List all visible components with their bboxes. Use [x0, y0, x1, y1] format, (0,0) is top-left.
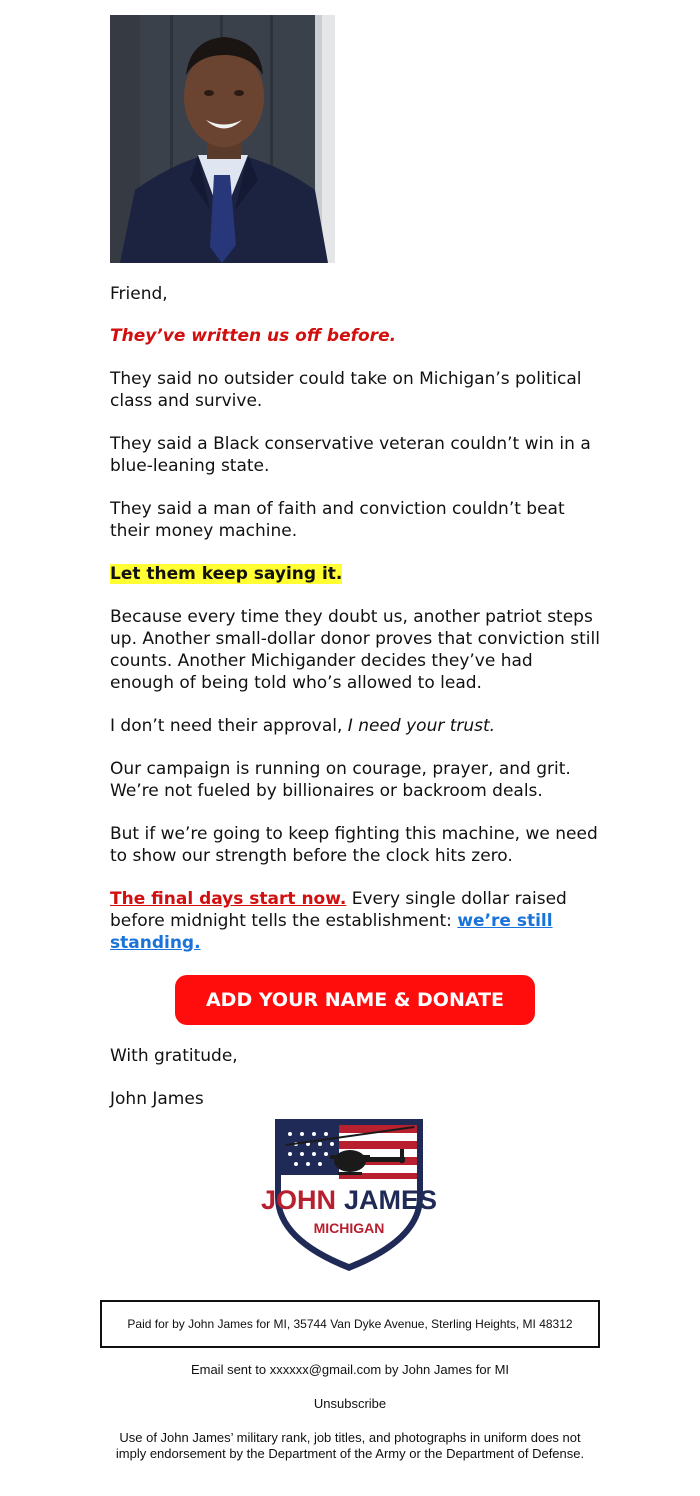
logo-state: MICHIGAN — [313, 1220, 385, 1236]
highlight-paragraph — [110, 563, 600, 585]
candidate-photo — [110, 15, 335, 263]
campaign-logo — [250, 1117, 448, 1273]
greeting: Friend, — [110, 284, 168, 304]
signoff-line1: With gratitude, — [110, 1046, 238, 1066]
headline: They’ve written us off before. — [110, 326, 397, 346]
final-text: Every single dollar raised before midnight tells the establishment: — [110, 889, 567, 931]
sent-to-text: Email sent to xxxxxx@gmail.com by John James for MI — [190, 1362, 510, 1377]
shield-logo-icon — [250, 1117, 448, 1273]
donate-button[interactable]: ADD YOUR NAME & DONATE — [175, 975, 535, 1025]
cta-wrapper — [110, 975, 600, 1025]
paragraph-veteran: They said a Black conservative veteran couldn’t win in a blue-leaning state. — [110, 434, 591, 476]
paid-for-box — [100, 1300, 600, 1348]
paragraph-final — [110, 888, 600, 954]
logo-name-last: JAMES — [343, 1185, 438, 1215]
paragraph-patriot: Because every time they doubt us, another patriot steps up. Another small-dollar donor proves that conviction still counts. Another Michigander decides they’ve had enough of being told who’s allowed to lead. — [110, 607, 600, 693]
paragraph-fighting: But if we’re going to keep fighting this machine, we need to show our strength before the clock hits zero. — [110, 824, 598, 866]
paragraph-approval — [110, 715, 600, 737]
paid-for-text: Paid for by John James for MI, 35744 Van Dyke Avenue, Sterling Heights, MI 48312 — [127, 1317, 573, 1331]
disclaimer-text: Use of John James’ military rank, job titles, and photographs in uniform does not imply endorsement by the Department of the Army or the Department of Defense. — [115, 1430, 585, 1461]
logo-name — [261, 1185, 437, 1215]
highlight-text: Let them keep saying it. — [110, 564, 343, 584]
portrait-image — [110, 15, 335, 263]
approval-text: I don’t need their approval, — [110, 716, 348, 736]
final-days-link[interactable]: The final days start now. — [110, 889, 347, 909]
approval-emphasis: I need your trust. — [347, 716, 496, 736]
paragraph-courage: Our campaign is running on courage, prayer, and grit. We’re not fueled by billionaires or backroom deals. — [110, 759, 571, 801]
still-standing-link[interactable]: we’re still standing. — [110, 911, 553, 953]
signoff-name: John James — [110, 1089, 204, 1109]
paragraph-outsider: They said no outsider could take on Michigan’s political class and survive. — [110, 369, 582, 411]
email-body — [110, 283, 600, 1131]
unsubscribe-link[interactable]: Unsubscribe — [313, 1396, 387, 1411]
paragraph-faith: They said a man of faith and conviction couldn’t beat their money machine. — [110, 499, 565, 541]
footer — [110, 1362, 590, 1462]
logo-name-first: JOHN — [260, 1185, 336, 1215]
